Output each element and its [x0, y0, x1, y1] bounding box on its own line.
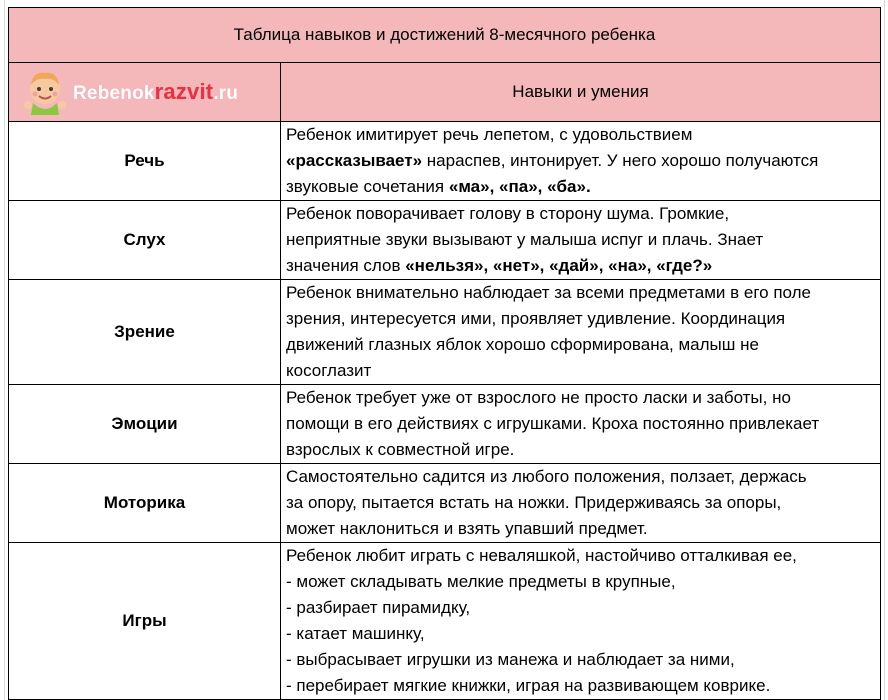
- row-label-games: Игры: [9, 543, 281, 700]
- desc-bold-text: «рассказывает»: [286, 151, 423, 170]
- site-logo: [9, 63, 280, 121]
- desc-line: [286, 516, 874, 542]
- row-label-emotions: Эмоции: [9, 385, 281, 464]
- desc-line: [286, 595, 874, 621]
- desc-line: [286, 543, 874, 569]
- title-row: [9, 8, 881, 63]
- desc-text: значения слов: [286, 256, 406, 275]
- header-row: [9, 63, 881, 122]
- desc-line: [286, 174, 874, 200]
- desc-line: [286, 385, 874, 411]
- row-desc: [281, 122, 881, 201]
- desc-line: [286, 411, 874, 437]
- table-row: [9, 543, 881, 700]
- desc-line: [286, 201, 874, 227]
- desc-text: - катает машинку,: [286, 624, 425, 643]
- desc-line: [286, 253, 874, 279]
- desc-bold-text: «ма», «па», «ба».: [448, 177, 591, 196]
- desc-line: [286, 332, 874, 358]
- desc-bold-text: «нельзя», «нет», «дай», «на», «где?»: [405, 256, 713, 275]
- row-label-speech: Речь: [9, 122, 281, 201]
- desc-text: Ребенок поворачивает голову в сторону шума. Громкие,: [286, 204, 730, 223]
- table-row: [9, 464, 881, 543]
- table-row: [9, 280, 881, 385]
- desc-text: звуковые сочетания: [286, 177, 449, 196]
- desc-line: [286, 122, 874, 148]
- desc-line: [286, 647, 874, 673]
- desc-line: [286, 358, 874, 384]
- desc-line: [286, 437, 874, 463]
- desc-line: [286, 306, 874, 332]
- desc-text: за опору, пытается встать на ножки. Придерживаясь за опоры,: [286, 493, 782, 512]
- desc-line: [286, 148, 874, 174]
- skills-table: [8, 7, 881, 700]
- logo-text: [73, 79, 238, 105]
- logo-part-rebenok: Rebenok: [73, 83, 155, 104]
- table-row: [9, 385, 881, 464]
- desc-line: [286, 673, 874, 699]
- desc-text: косоглазит: [286, 361, 372, 380]
- row-desc: [281, 543, 881, 700]
- sheet-gridline: [884, 0, 885, 700]
- desc-text: может наклониться и взять упавший предмет.: [286, 519, 648, 538]
- logo-cell: [9, 63, 281, 122]
- row-desc: [281, 385, 881, 464]
- table-row: [9, 201, 881, 280]
- row-label-motor: Моторика: [9, 464, 281, 543]
- desc-text: Ребенок любит играть с неваляшкой, настойчиво отталкивая ее,: [286, 546, 797, 565]
- row-desc: [281, 201, 881, 280]
- column-header: Навыки и умения: [281, 63, 881, 122]
- desc-line: [286, 490, 874, 516]
- desc-text: Ребенок внимательно наблюдает за всеми предметами в его поле: [286, 283, 811, 302]
- desc-text: помощи в его действиях с игрушками. Кроха постоянно привлекает: [286, 414, 820, 433]
- desc-text: - перебирает мягкие книжки, играя на развивающем коврике.: [286, 676, 771, 695]
- row-label-vision: Зрение: [9, 280, 281, 385]
- desc-text: движений глазных яблок хорошо сформирована, малыш не: [286, 335, 759, 354]
- logo-part-razvit: razvit: [154, 79, 214, 104]
- row-desc: [281, 280, 881, 385]
- desc-text: зрения, интересуется ими, проявляет удивление. Координация: [286, 309, 786, 328]
- desc-line: [286, 227, 874, 253]
- desc-line: [286, 464, 874, 490]
- row-label-hearing: Слух: [9, 201, 281, 280]
- desc-text: - может складывать мелкие предметы в крупные,: [286, 572, 676, 591]
- table-title: Таблица навыков и достижений 8-месячного ребенка: [9, 8, 881, 63]
- logo-part-domain: .ru: [213, 83, 239, 104]
- desc-text: - разбирает пирамидку,: [286, 598, 471, 617]
- desc-line: [286, 569, 874, 595]
- desc-text: Самостоятельно садится из любого положения, ползает, держась: [286, 467, 807, 486]
- table-row: [9, 122, 881, 201]
- desc-text: Ребенок имитирует речь лепетом, с удовольствием: [286, 125, 693, 144]
- desc-line: [286, 280, 874, 306]
- desc-line: [286, 621, 874, 647]
- desc-text: неприятные звуки вызывают у малыша испуг и плачь. Знает: [286, 230, 764, 249]
- desc-text: нараспев, интонирует. У него хорошо получаются: [422, 151, 819, 170]
- row-desc: [281, 464, 881, 543]
- desc-text: взрослых к совместной игре.: [286, 440, 515, 459]
- baby-face-icon: [19, 67, 71, 117]
- desc-text: Ребенок требует уже от взрослого не просто ласки и заботы, но: [286, 388, 791, 407]
- sheet-gridline: [4, 0, 5, 700]
- desc-text: - выбрасывает игрушки из манежа и наблюдает за ними,: [286, 650, 735, 669]
